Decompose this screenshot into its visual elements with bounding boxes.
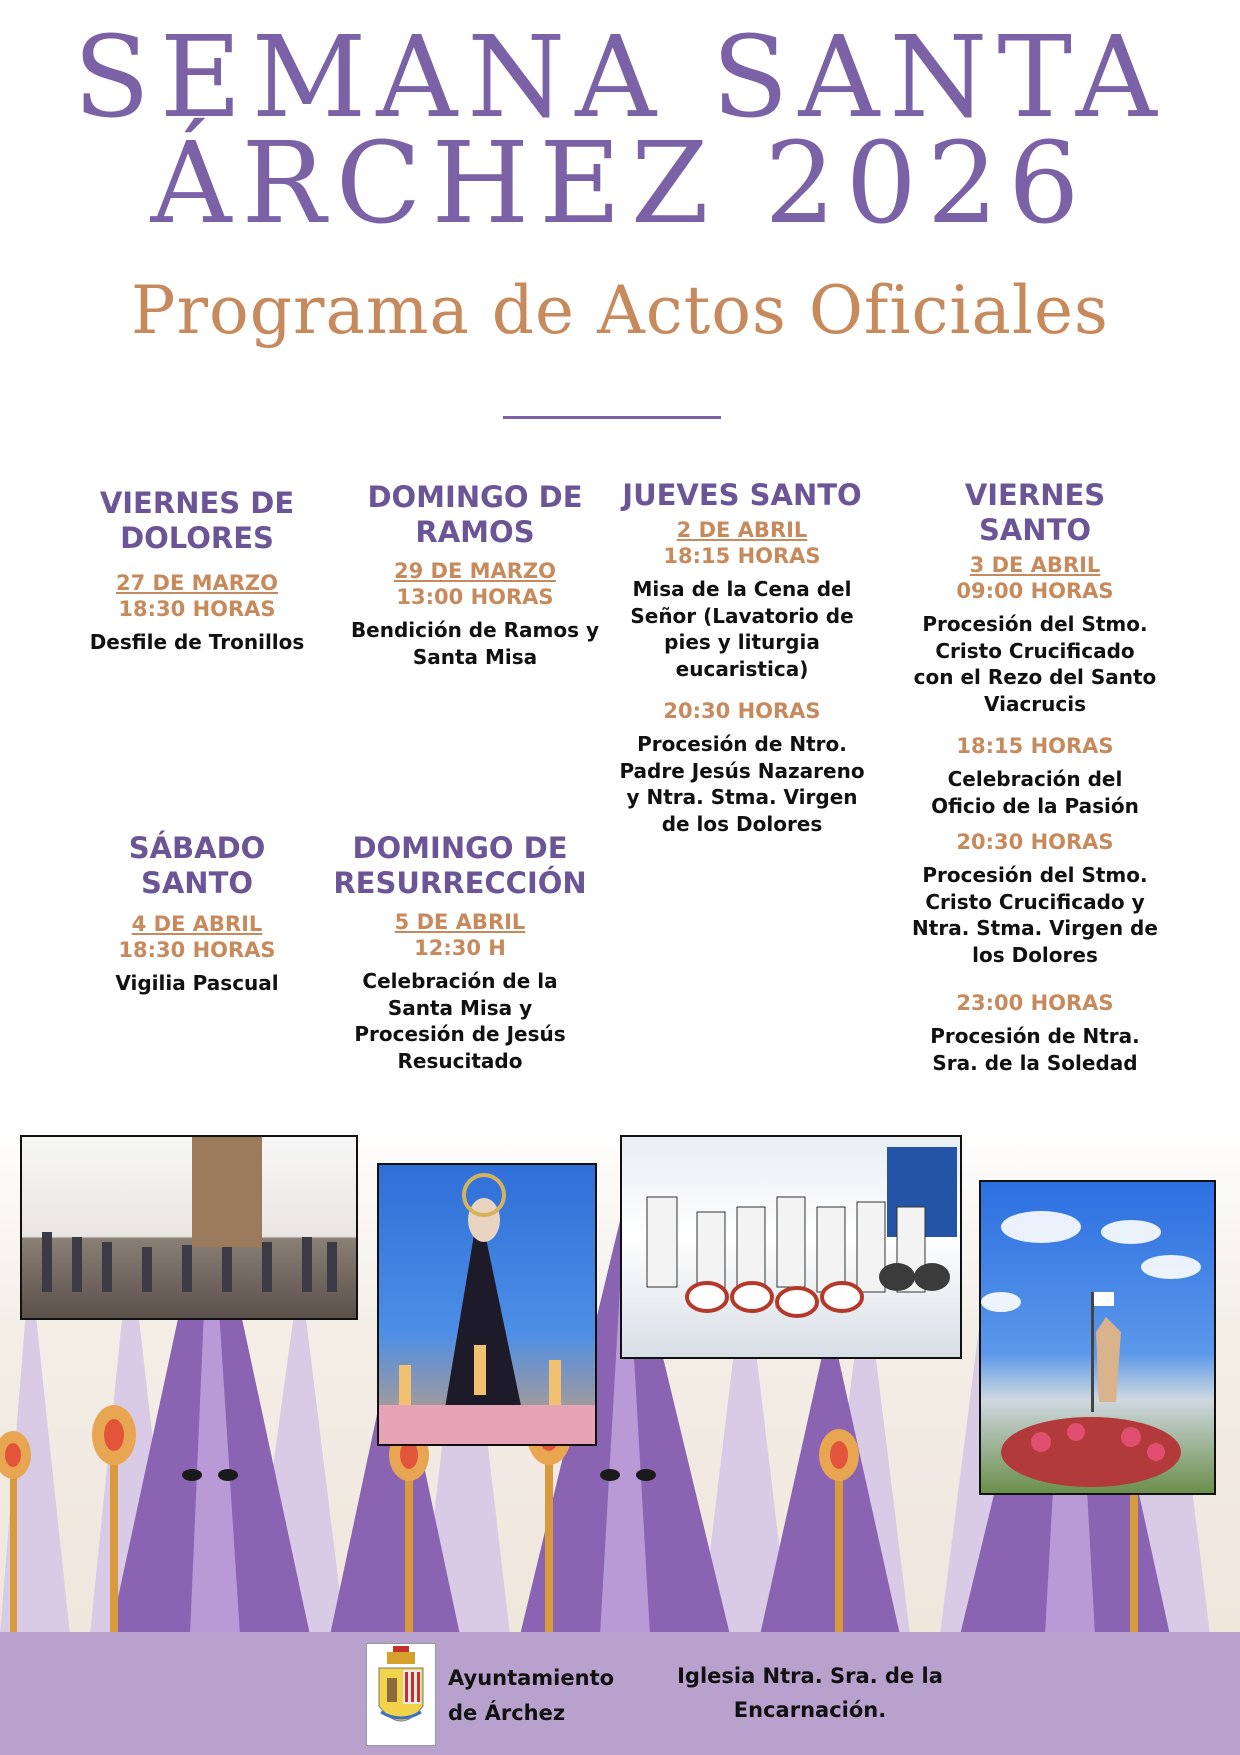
footer-ayuntamiento: de Árchez	[448, 1701, 566, 1725]
event-description	[331, 968, 589, 1074]
footer-iglesia: Iglesia Ntra. Sra. de la	[677, 1664, 943, 1688]
event-date: 29 DE MARZO	[393, 559, 557, 583]
event-description-line: pies y liturgia	[664, 630, 820, 654]
photo-tronillos-children	[20, 1135, 358, 1320]
event-time: 18:30 HORAS	[118, 597, 276, 621]
event-description	[906, 862, 1164, 968]
event-description-line: Ntra. Stma. Virgen de	[912, 916, 1158, 940]
event-description	[613, 576, 871, 682]
photo-tambores-band	[620, 1135, 962, 1359]
event-title: RAMOS	[415, 515, 535, 549]
event-title: DOLORES	[120, 521, 274, 555]
event-description-line: Procesión del Stmo.	[922, 863, 1148, 887]
event-time: 12:30 H	[414, 936, 506, 960]
event-time: 18:15 HORAS	[956, 734, 1114, 758]
event-description	[906, 1023, 1164, 1076]
event-description-line: y Ntra. Stma. Virgen	[626, 785, 858, 809]
title-divider	[503, 416, 721, 419]
event-description-line: Resucitado	[397, 1048, 523, 1073]
event-description-line: Cristo Crucificado	[935, 638, 1135, 663]
event-time: 20:30 HORAS	[663, 699, 821, 723]
page-subtitle: Programa de Actos Oficiales	[131, 272, 1109, 349]
event-description-line: Oficio de la Pasión	[931, 793, 1139, 818]
spacer	[906, 968, 1164, 990]
event-description-line: Procesión de Ntro.	[637, 732, 847, 756]
event-time: 20:30 HORAS	[956, 830, 1114, 854]
event-description-line: Vigilia Pascual	[115, 971, 279, 995]
event-time: 13:00 HORAS	[396, 585, 554, 609]
event-description-line: Sra. de la Soledad	[932, 1050, 1138, 1075]
event-time: 23:00 HORAS	[956, 991, 1114, 1015]
event-description-line: Viacrucis	[983, 691, 1087, 716]
event-description	[346, 617, 604, 670]
event-description-line: Celebración de la	[362, 969, 558, 993]
event-viernes-dolores	[68, 486, 326, 656]
event-description	[68, 629, 326, 656]
event-time: 18:15 HORAS	[663, 544, 821, 568]
footer-bar	[0, 1632, 1240, 1755]
event-description-line: Desfile de Tronillos	[89, 630, 305, 654]
event-sabado-santo	[68, 831, 326, 997]
event-description-line: eucaristica)	[675, 656, 809, 681]
photo3-svg	[622, 1137, 960, 1357]
event-description-line: Bendición de Ramos y	[350, 618, 600, 642]
event-date: 27 DE MARZO	[115, 571, 279, 595]
event-date: 2 DE ABRIL	[676, 518, 808, 542]
spacer	[906, 819, 1164, 829]
photo1-svg	[22, 1137, 356, 1318]
event-title: JUEVES SANTO	[622, 478, 862, 512]
event-description	[68, 970, 326, 997]
event-description-line: con el Rezo del Santo	[913, 665, 1157, 689]
event-date: 4 DE ABRIL	[131, 912, 263, 936]
event-description-line: Cristo Crucificado y	[925, 889, 1145, 914]
event-description-line: Celebración del	[947, 767, 1123, 791]
event-viernes-santo	[906, 478, 1164, 1076]
event-description	[613, 731, 871, 837]
event-date: 5 DE ABRIL	[394, 910, 526, 934]
event-title: RESURRECCIÓN	[333, 866, 587, 900]
event-description-line: Padre Jesús Nazareno	[619, 758, 865, 783]
event-description-line: Procesión de Ntra.	[930, 1024, 1140, 1048]
event-description-line: Procesión del Stmo.	[922, 612, 1148, 636]
event-description	[906, 766, 1164, 819]
event-domingo-ramos	[346, 480, 604, 670]
event-title: VIERNES SANTO	[964, 478, 1106, 547]
footer-iglesia: Encarnación.	[733, 1698, 887, 1722]
event-domingo-resurreccion	[331, 831, 589, 1074]
photo-jesus-resucitado	[979, 1180, 1216, 1495]
event-description-line: los Dolores	[972, 942, 1098, 967]
event-time: 09:00 HORAS	[956, 579, 1114, 603]
photo2-svg	[379, 1165, 595, 1444]
event-title: DOMINGO DE	[352, 831, 568, 865]
ayuntamiento-coat-of-arms-icon	[366, 1643, 436, 1746]
event-title: DOMINGO DE	[367, 480, 583, 514]
event-title: SÁBADO SANTO	[128, 831, 266, 900]
event-description-line: Procesión de Jesús	[354, 1022, 566, 1046]
spacer	[906, 717, 1164, 733]
event-description-line: Santa Misa	[412, 644, 538, 669]
coat-of-arms-svg	[367, 1644, 435, 1745]
event-title: VIERNES DE	[99, 486, 295, 520]
event-jueves-santo	[613, 478, 871, 837]
page-title-line2: ÁRCHEZ 2026	[150, 119, 1090, 249]
page-title-line1: SEMANA SANTA	[73, 13, 1167, 143]
photo4-svg	[981, 1182, 1214, 1493]
event-description	[906, 611, 1164, 717]
photo-virgen-dolores	[377, 1163, 597, 1446]
event-description-line: de los Dolores	[661, 811, 823, 836]
event-time: 18:30 HORAS	[118, 938, 276, 962]
event-date: 3 DE ABRIL	[969, 553, 1101, 577]
spacer	[613, 682, 871, 698]
event-description-line: Santa Misa y	[387, 995, 533, 1020]
footer-ayuntamiento: Ayuntamiento	[448, 1666, 615, 1690]
event-description-line: Misa de la Cena del	[632, 577, 852, 601]
event-description-line: Señor (Lavatorio de	[630, 603, 854, 628]
